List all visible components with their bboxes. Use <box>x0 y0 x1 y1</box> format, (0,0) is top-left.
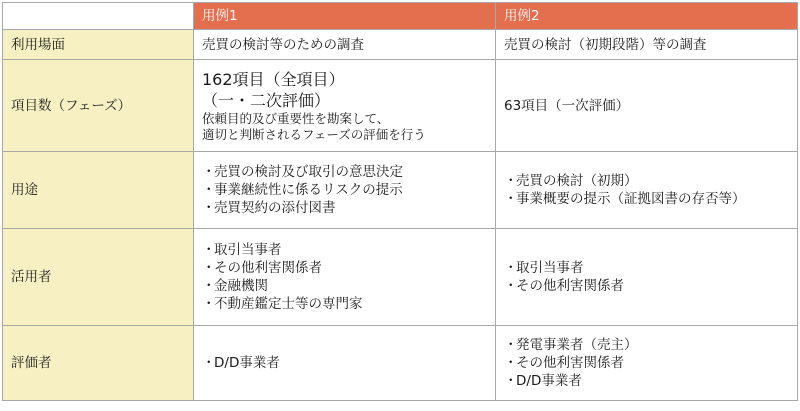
list-item: ・金融機関 <box>202 278 268 294</box>
row-usage-scene <box>3 30 798 60</box>
row-label-purpose: 用途 <box>3 152 194 229</box>
cell-usage-scene-ex2: 売買の検討（初期段階）等の調査 <box>496 30 798 60</box>
row-evaluator <box>3 326 798 401</box>
list-item: ・発電事業者（売主） <box>504 337 638 353</box>
cell-users-ex2 <box>496 229 798 326</box>
list-item: ・売買の検討及び取引の意思決定 <box>202 164 403 180</box>
item-count-note-line1: 依頼目的及び重要性を勘案して、 <box>202 110 390 126</box>
header-corner <box>3 3 194 30</box>
header-example2: 用例2 <box>496 3 798 30</box>
list-item: ・売買の検討（初期） <box>504 173 638 189</box>
item-count-note-line2: 適切と判断されるフェーズの評価を行う <box>202 126 426 142</box>
list-item: ・その他利害関係者 <box>202 260 322 276</box>
list-item: ・事業継続性に係るリスクの提示 <box>202 182 403 198</box>
list-item: ・その他利害関係者 <box>504 278 624 294</box>
row-label-users: 活用者 <box>3 229 194 326</box>
item-count-main-line1: 162項目（全項目） <box>202 69 345 89</box>
list-item: ・その他利害関係者 <box>504 355 624 371</box>
list-item: ・取引当事者 <box>504 260 584 276</box>
list-item: ・不動産鑑定士等の専門家 <box>202 296 363 312</box>
cell-item-count-ex2: 63項目（一次評価） <box>496 60 798 152</box>
list-item: ・D/D事業者 <box>504 373 582 389</box>
row-label-item-count: 項目数（フェーズ） <box>3 60 194 152</box>
cell-evaluator-ex2 <box>496 326 798 401</box>
row-label-evaluator: 評価者 <box>3 326 194 401</box>
header-example1: 用例1 <box>194 3 496 30</box>
comparison-table <box>2 2 798 401</box>
cell-purpose-ex1 <box>194 152 496 229</box>
header-row <box>3 3 798 30</box>
list-item: ・売買契約の添付図書 <box>202 200 336 216</box>
cell-evaluator-ex1 <box>194 326 496 401</box>
row-purpose <box>3 152 798 229</box>
cell-item-count-ex1 <box>194 60 496 152</box>
list-item: ・D/D事業者 <box>202 355 280 371</box>
cell-usage-scene-ex1: 売買の検討等のための調査 <box>194 30 496 60</box>
row-users <box>3 229 798 326</box>
cell-users-ex1 <box>194 229 496 326</box>
row-item-count <box>3 60 798 152</box>
item-count-main-line2: （一・二次評価） <box>202 90 331 110</box>
list-item: ・事業概要の提示（証拠図書の存否等） <box>504 191 746 207</box>
cell-purpose-ex2 <box>496 152 798 229</box>
list-item: ・取引当事者 <box>202 242 282 258</box>
row-label-usage-scene: 利用場面 <box>3 30 194 60</box>
